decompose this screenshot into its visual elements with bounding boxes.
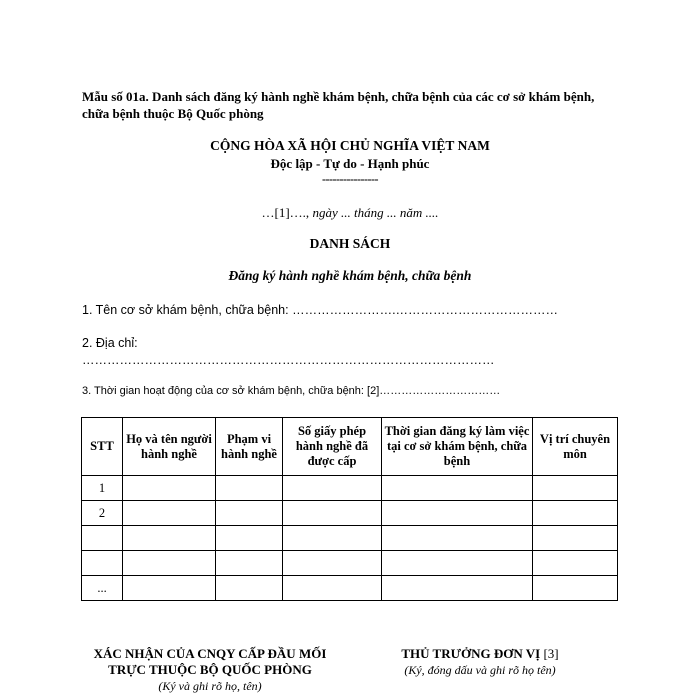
left-signature-title-line1: XÁC NHẬN CỦA CNQY CẤP ĐẦU MỐI: [93, 646, 327, 661]
table-cell: [216, 476, 283, 501]
table-cell: [283, 476, 382, 501]
right-signature-ref: [3]: [543, 646, 559, 661]
table-cell-stt: 2: [82, 501, 123, 526]
table-cell: [382, 551, 533, 576]
table-cell: [283, 576, 382, 601]
national-motto: Độc lập - Tự do - Hạnh phúc: [270, 156, 430, 171]
table-cell: [533, 551, 618, 576]
header-separator: ----------------: [322, 172, 378, 186]
table-row: [82, 501, 618, 526]
table-cell: [216, 501, 283, 526]
table-cell: [382, 526, 533, 551]
table-cell: [123, 526, 216, 551]
table-cell: [216, 526, 283, 551]
col-header-position: Vị trí chuyên môn: [533, 418, 618, 476]
national-title: CỘNG HÒA XÃ HỘI CHỦ NGHĨA VIỆT NAM: [210, 138, 490, 153]
place-placeholder: …[1]….,: [261, 205, 310, 220]
place-date-line: [0, 205, 700, 221]
table-cell: [216, 576, 283, 601]
left-signature-block: [60, 646, 360, 694]
table-cell-stt: [82, 526, 123, 551]
address-dots: ………………………………………………………………………………………: [82, 353, 495, 367]
table-cell: [123, 501, 216, 526]
date-placeholder: ngày ... tháng ... năm ....: [312, 205, 439, 220]
table-cell: [382, 501, 533, 526]
table-cell: [283, 551, 382, 576]
table-cell: [283, 526, 382, 551]
registration-table: [81, 417, 618, 601]
col-header-license: Số giấy phép hành nghề đã được cấp: [283, 418, 382, 476]
document-heading: DANH SÁCH: [309, 236, 391, 251]
document-subheading: Đăng ký hành nghề khám bệnh, chữa bệnh: [228, 268, 472, 283]
table-cell: [533, 576, 618, 601]
table-cell-stt: ...: [82, 576, 123, 601]
col-header-name: Họ và tên người hành nghề: [123, 418, 216, 476]
table-row: [82, 551, 618, 576]
operating-time-field: 3. Thời gian hoạt động của cơ sở khám bệnh, chữa bệnh: [2]……………………………: [82, 385, 501, 397]
table-cell: [216, 551, 283, 576]
table-row: [82, 476, 618, 501]
table-row: [82, 526, 618, 551]
table-header-row: [82, 418, 618, 476]
table-cell: [533, 476, 618, 501]
left-signature-title-line2: TRỰC THUỘC BỘ QUỐC PHÒNG: [108, 662, 312, 677]
col-header-stt: STT: [82, 418, 123, 476]
table-cell: [123, 576, 216, 601]
form-title: Mẫu số 01a. Danh sách đăng ký hành nghề khám bệnh, chữa bệnh của các cơ sở khám bệnh, chữa bệnh thuộc Bộ Quốc phòng: [82, 89, 595, 121]
col-header-work-time: Thời gian đăng ký làm việc tại cơ sở khám bệnh, chữa bệnh: [382, 418, 533, 476]
table-cell: [123, 476, 216, 501]
right-signature-block: [360, 646, 600, 678]
table-cell: [382, 476, 533, 501]
table-cell-stt: [82, 551, 123, 576]
col-header-scope: Phạm vi hành nghề: [216, 418, 283, 476]
table-cell: [533, 526, 618, 551]
right-signature-note: (Ký, đóng dấu và ghi rõ họ tên): [404, 663, 556, 677]
table-cell: [123, 551, 216, 576]
table-cell: [533, 501, 618, 526]
table-cell: [382, 576, 533, 601]
left-signature-note: (Ký và ghi rõ họ, tên): [158, 679, 262, 693]
facility-name-field: 1. Tên cơ sở khám bệnh, chữa bệnh: …………………….…………………………………: [82, 303, 559, 317]
address-label: 2. Địa chỉ:: [82, 336, 138, 350]
table-cell-stt: 1: [82, 476, 123, 501]
table-row: [82, 576, 618, 601]
table-cell: [283, 501, 382, 526]
right-signature-title: THỦ TRƯỞNG ĐƠN VỊ: [401, 646, 541, 661]
